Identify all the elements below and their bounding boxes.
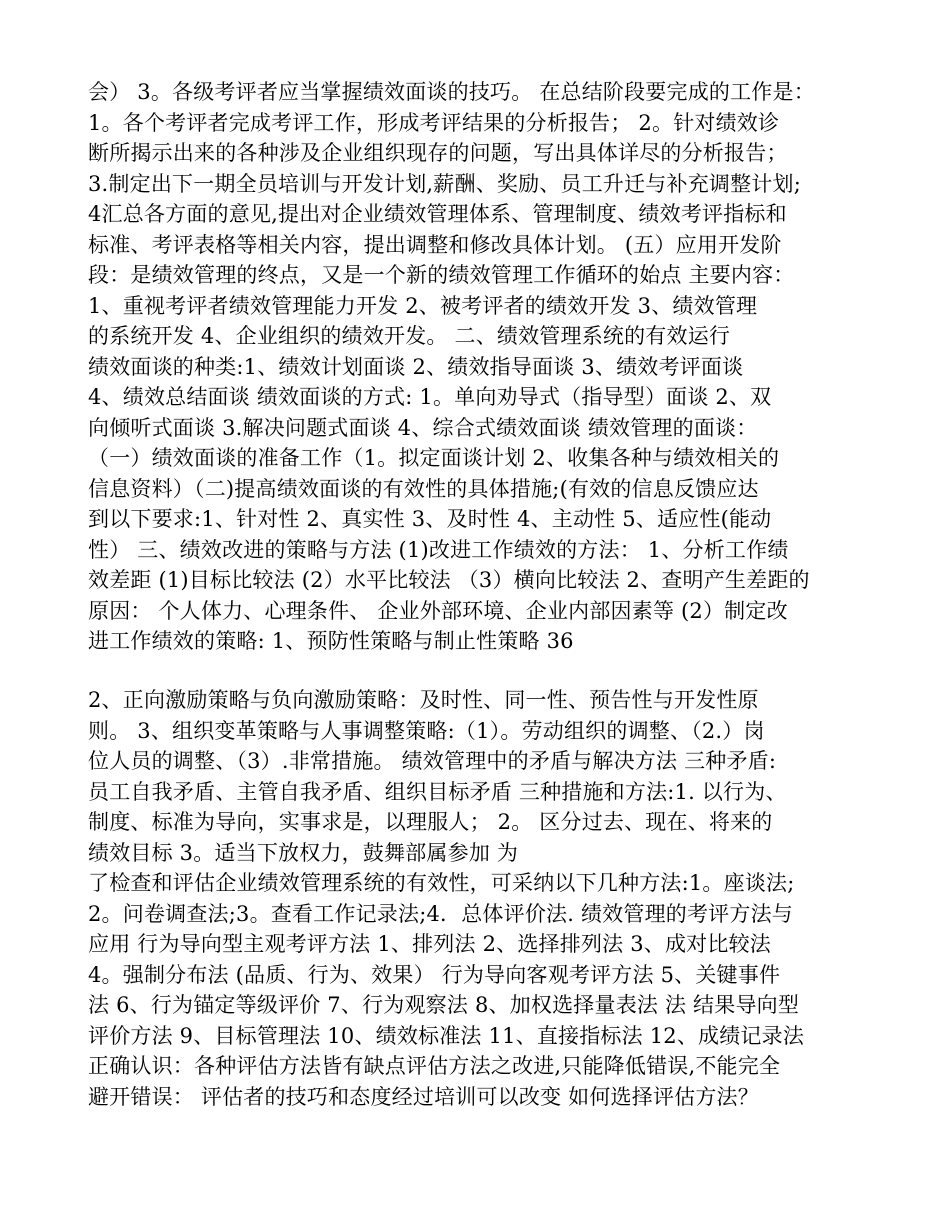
text-line: 1。各个考评者完成考评工作，形成考评结果的分析报告； 2。针对绩效诊: [88, 110, 780, 135]
text-line: 效差距 (1)目标比较法 (2）水平比较法 （3）横向比较法 2、查明产生差距的: [88, 568, 810, 592]
text-line: 信息资料）（二)提高绩效面谈的有效性的具体措施;(有效的信息反馈应达: [88, 476, 759, 501]
text-line: 绩效面谈的种类:1、绩效计划面谈 2、绩效指导面谈 3、绩效考评面谈: [88, 354, 744, 379]
text-line: 应用 行为导向型主观考评方法 1、排列法 2、选择排列法 3、成对比较法: [88, 932, 771, 956]
text-line: 断所揭示出来的各种涉及企业组织现存的问题，写出具体详尽的分析报告；: [88, 141, 788, 165]
paragraph-2: [88, 685, 868, 1112]
text-line: 法 6、行为锚定等级评价 7、行为观察法 8、加权选择量表法 法 结果导向型: [88, 993, 800, 1017]
text-line: 位人员的调整、（3）.非常措施。 绩效管理中的矛盾与解决方法 三种矛盾:: [88, 749, 777, 773]
text-line: 1、重视考评者绩效管理能力开发 2、被考评者的绩效开发 3、绩效管理: [88, 293, 758, 318]
text-line: 了检查和评估企业绩效管理系统的有效性，可采纳以下几种方法:1。座谈法;: [88, 871, 795, 895]
text-line: 向倾听式面谈 3.解决问题式面谈 4、综合式绩效面谈 绩效管理的面谈：: [88, 415, 758, 440]
text-line: 评价方法 9、目标管理法 10、绩效标准法 11、直接指标法 12、成绩记录法: [88, 1023, 805, 1048]
text-line: 2。问卷调查法;3。查看工作记录法;4．总体评价法. 绩效管理的考评方法与: [88, 901, 793, 926]
text-line: 绩效目标 3。适当下放权力，鼓舞部属参加 为: [88, 840, 519, 865]
text-line: 4、绩效总结面谈 绩效面谈的方式: 1。单向劝导式（指导型）面谈 2、双: [88, 385, 772, 409]
text-line: 标准、考评表格等相关内容，提出调整和修改具体计划。 (五）应用开发阶: [88, 232, 782, 257]
text-line: 正确认识：各种评估方法皆有缺点评估方法之改进,只能降低错误,不能完全: [88, 1054, 781, 1078]
text-line: 会） 3。各级考评者应当掌握绩效面谈的技巧。 在总结阶段要完成的工作是：: [88, 80, 815, 104]
text-line: 4。强制分布法 (品质、行为、效果） 行为导向客观考评方法 5、关键事件: [88, 962, 781, 987]
text-line: 的系统开发 4、企业组织的绩效开发。 二、绩效管理系统的有效运行: [88, 324, 731, 348]
text-line: 员工自我矛盾、主管自我矛盾、组织目标矛盾 三种措施和方法:1. 以行为、: [88, 779, 787, 804]
text-line: 4汇总各方面的意见,提出对企业绩效管理体系、管理制度、绩效考评指标和: [88, 202, 787, 226]
text-line: 避开错误： 评估者的技巧和态度经过培训可以改变 如何选择评估方法？: [88, 1084, 759, 1109]
text-line: 原因： 个人体力、心理条件、 企业外部环境、企业内部因素等 (2）制定改: [88, 598, 788, 623]
paragraph-1: [88, 77, 868, 657]
text-line: 进工作绩效的策略: 1、预防性策略与制止性策略 36: [88, 629, 574, 653]
text-line: （一）绩效面谈的准备工作（1。拟定面谈计划 2、收集各种与绩效相关的: [88, 446, 780, 470]
text-line: 到以下要求:1、针对性 2、真实性 3、及时性 4、主动性 5、适应性(能动: [88, 507, 772, 531]
text-line: 段：是绩效管理的终点，又是一个新的绩效管理工作循环的始点 主要内容：: [88, 263, 795, 287]
text-line: 制度、标准为导向，实事求是，以理服人； 2。 区分过去、现在、将来的: [88, 810, 773, 834]
text-line: 2、正向激励策略与负向激励策略：及时性、同一性、预告性与开发性原: [88, 688, 759, 712]
text-line: 则。 3、组织变革策略与人事调整策略:（1）。劳动组织的调整、（2.）岗: [88, 718, 765, 743]
text-line: 3.制定出下一期全员培训与开发计划,薪酬、奖励、员工升迁与补充调整计划;: [88, 171, 801, 196]
text-line: 性） 三、绩效改进的策略与方法 (1)改进工作绩效的方法： 1、分析工作绩: [88, 537, 789, 562]
